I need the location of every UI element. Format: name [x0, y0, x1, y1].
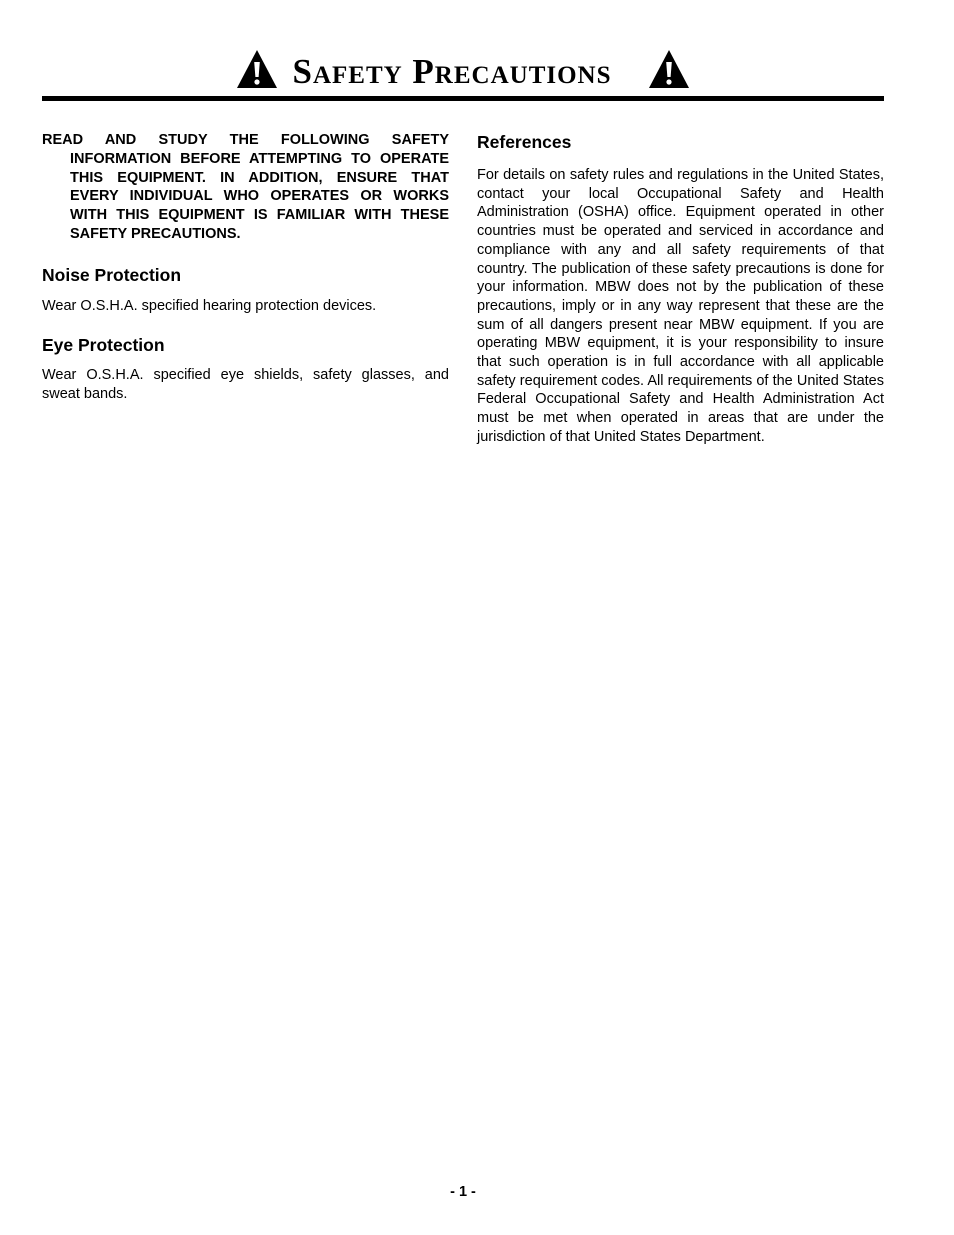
- page-header: [42, 40, 884, 98]
- noise-protection-text: Wear O.S.H.A. specified hearing protection devices.: [42, 297, 377, 314]
- references-heading: References: [477, 132, 572, 152]
- left-column: [42, 131, 449, 404]
- references-text: For details on safety rules and regulations in the United States, contact your local Occupational Safety and Health Administration (OSHA) office. Equipment operated in other countries must be operated and serviced in accordance and compliance with any and all safety requirements of that country. The publication of these safety precautions is done for your information. MBW does not by the publication of these precautions, imply or in any way represent that these are the sum of all dangers present near MBW equipment. If you are operating MBW equipment, it is your responsibility to insure that such operation is in full accordance with all applicable safety requirement codes. All requirements of the United States Federal Occupational Safety and Health Administration Act must be met when operated in areas that are under the jurisdiction of that United States Department.: [477, 167, 884, 445]
- page-title: Safety Precautions: [292, 52, 612, 91]
- safety-warning-notice: READ AND STUDY THE FOLLOWING SAFETY INFORMATION BEFORE ATTEMPTING TO OPERATE THIS EQUIPMENT. IN ADDITION, ENSURE THAT EVERY INDIVIDUAL WHO OPERATES OR WORKS WITH THIS EQUIPMENT IS FAMILIAR WITH THESE SAFETY PRECAUTIONS.: [42, 132, 449, 242]
- right-column: [477, 131, 884, 447]
- header-rule: [42, 96, 884, 101]
- page-number: - 1 -: [450, 1184, 476, 1200]
- warning-triangle-icon: [648, 49, 690, 89]
- noise-protection-heading: Noise Protection: [42, 264, 182, 285]
- eye-protection-text: Wear O.S.H.A. specified eye shields, safety glasses, and sweat bands.: [42, 367, 449, 403]
- eye-protection-heading: Eye Protection: [42, 335, 165, 356]
- warning-triangle-icon: [236, 49, 278, 89]
- title-row: [42, 46, 884, 92]
